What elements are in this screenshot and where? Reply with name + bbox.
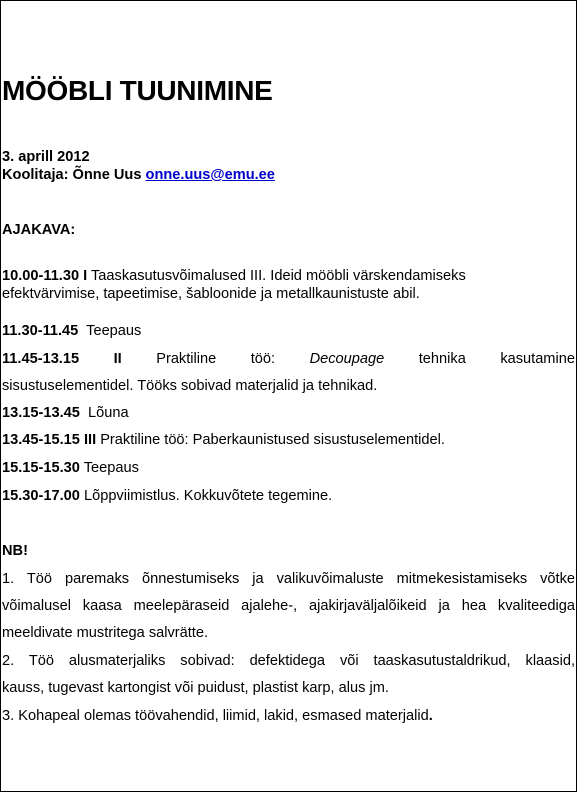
schedule-time: 15.30-17.00 <box>2 488 80 504</box>
schedule-item-3-cont: sisustuselementidel. Tööks sobivad materjalid ja tehnikad. <box>2 378 378 394</box>
schedule-text: Lõuna <box>88 405 129 421</box>
schedule-item-5 <box>2 431 445 449</box>
note-1-line-1: 1. Töö paremaks õnnestumiseks ja valikuvõimaluste mitmekesistamiseks võtke <box>2 571 575 587</box>
trainer-email-link[interactable]: onne.uus@emu.ee <box>145 167 275 183</box>
note-3 <box>2 707 433 725</box>
schedule-word: tehnika <box>418 351 466 367</box>
note-3-end: . <box>428 708 433 724</box>
schedule-word: Praktiline <box>156 351 217 367</box>
schedule-word: kasutamine <box>500 351 575 367</box>
schedule-text: Praktiline töö: Paberkaunistused sisustuselementidel. <box>100 432 445 448</box>
schedule-item-6 <box>2 459 139 477</box>
note-2-line-2: kauss, tugevast kartongist või puidust, plastist karp, alus jm. <box>2 680 389 696</box>
schedule-text: Teepaus <box>86 323 142 339</box>
schedule-text: Taaskasutusvõimalused III. Ideid mööbli värskendamiseks <box>91 268 466 284</box>
trainer-label: Koolitaja: Õnne Uus <box>2 167 142 183</box>
schedule-time: 11.45-13.15 <box>2 351 80 367</box>
schedule-item-2 <box>2 322 141 340</box>
note-1-line-2: võimalusel kaasa meelepäraseid ajalehe-, ajakirjaväljalõikeid ja hea kvaliteediga <box>2 598 575 614</box>
schedule-time: 10.00-11.30 I <box>2 268 88 284</box>
page-title: MÖÖBLI TUUNIMINE <box>2 75 273 106</box>
note-2-line-1: 2. Töö alusmaterjaliks sobivad: defektidega või taaskasutustaldrikud, klaasid, <box>2 653 575 669</box>
schedule-time: 15.15-15.30 <box>2 460 80 476</box>
schedule-item-1 <box>2 267 466 285</box>
schedule-text: Teepaus <box>83 460 139 476</box>
schedule-item-3 <box>2 350 575 368</box>
date: 3. aprill 2012 <box>2 149 90 165</box>
schedule-text: Lõppviimistlus. Kokkuvõtete tegemine. <box>83 488 333 504</box>
schedule-word: töö: <box>250 351 276 367</box>
schedule-time: 11.30-11.45 <box>2 323 79 339</box>
schedule-time: 13.45-15.15 III <box>2 432 97 448</box>
schedule-time: 13.15-13.45 <box>2 405 80 421</box>
note-1-line-3: meeldivate mustritega salvrätte. <box>2 625 209 641</box>
schedule-heading: AJAKAVA: <box>2 222 76 238</box>
note-3-text: 3. Kohapeal olemas töövahendid, liimid, lakid, esmased materjalid <box>2 708 429 724</box>
schedule-word-italic: Decoupage <box>309 351 385 367</box>
note-heading: NB! <box>2 543 28 559</box>
schedule-item-4 <box>2 404 129 422</box>
trainer-line <box>2 166 275 184</box>
schedule-item-7 <box>2 487 332 505</box>
schedule-numeral: II <box>113 351 122 367</box>
schedule-item-1-cont: efektvärvimise, tapeetimise, šabloonide ja metallkaunistuste abil. <box>2 286 420 302</box>
